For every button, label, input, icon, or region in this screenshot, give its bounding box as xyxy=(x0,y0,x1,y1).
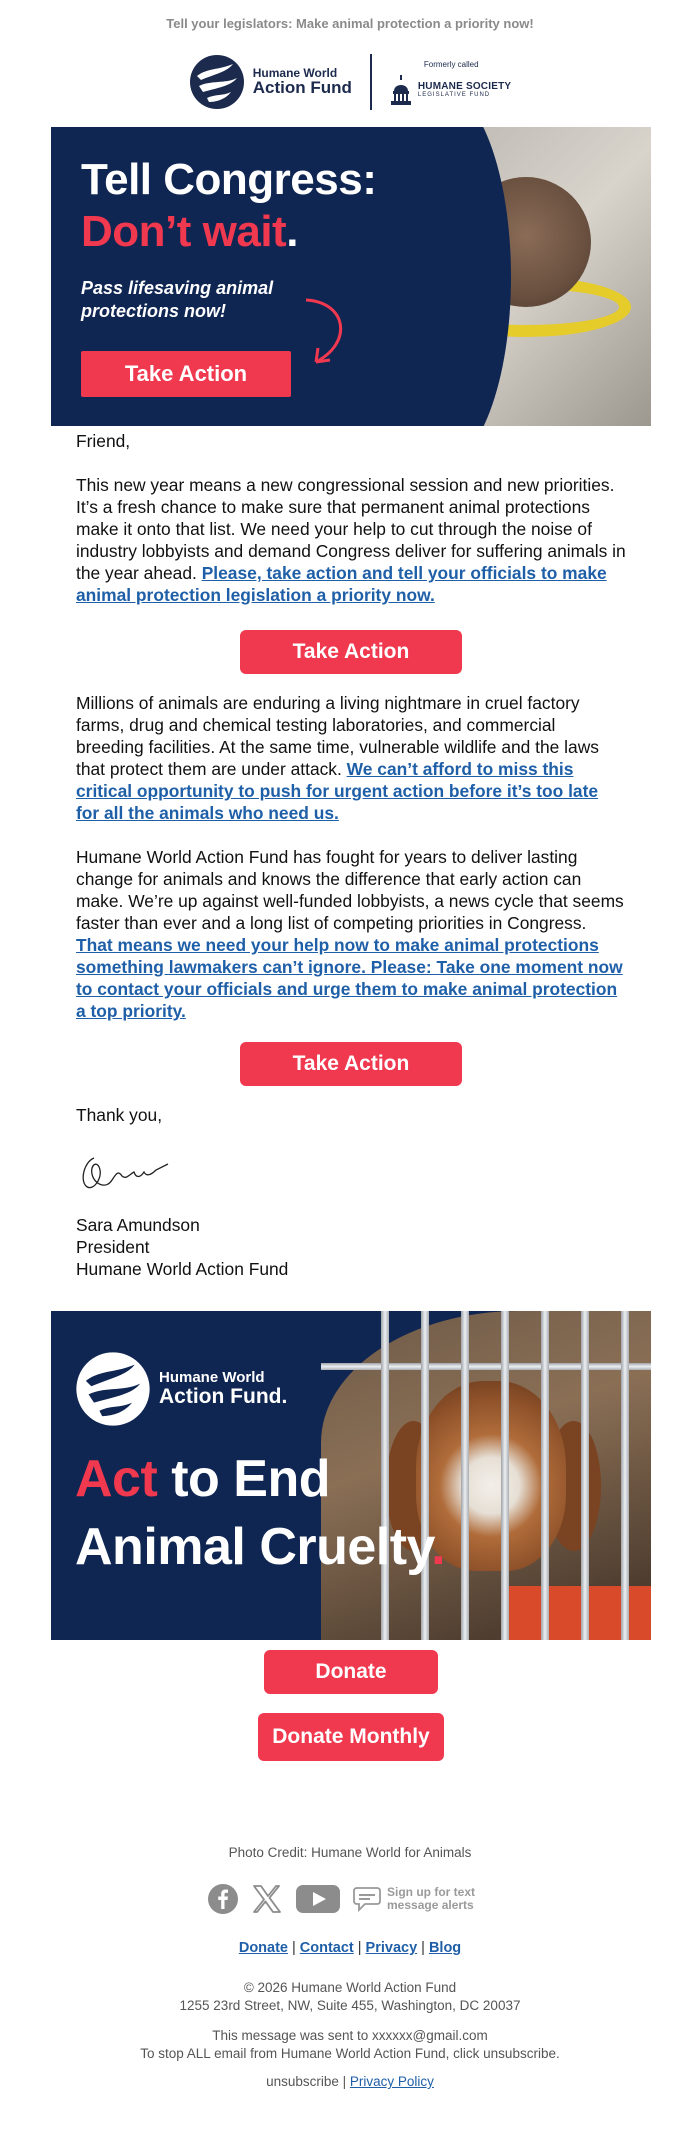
old-name: HUMANE SOCIETY xyxy=(417,81,512,92)
header-logos xyxy=(0,46,700,118)
sms-signup-link[interactable] xyxy=(353,1884,475,1914)
humane-world-logo[interactable] xyxy=(189,54,352,110)
banner-headline-line2 xyxy=(75,1517,445,1577)
paragraph-3 xyxy=(76,846,626,1022)
privacy-policy-link[interactable]: Privacy Policy xyxy=(349,2074,434,2089)
stop-all-notice: To stop ALL email from Humane World Action Fund, click unsubscribe. xyxy=(140,2046,560,2061)
link-separator: | xyxy=(338,2074,350,2089)
signer-org: Humane World Action Fund xyxy=(76,1259,289,1279)
facebook-icon[interactable] xyxy=(207,1883,239,1915)
cage-bar xyxy=(381,1311,389,1640)
banner-logo xyxy=(75,1351,287,1427)
link-separator: | xyxy=(292,1940,296,1956)
hero-title-red: Don’t wait xyxy=(81,207,287,256)
globe-animals-icon xyxy=(75,1351,151,1427)
mailing-address: 1255 23rd Street, NW, Suite 455, Washington, DC 20037 xyxy=(179,1998,521,2013)
footer-link-privacy[interactable]: Privacy xyxy=(365,1940,418,1956)
preheader-text: Tell your legislators: Make animal protection a priority now! xyxy=(166,16,534,31)
letter-body xyxy=(76,430,626,1280)
link-separator: | xyxy=(421,1940,425,1956)
hero-title-dot: . xyxy=(286,207,298,256)
act-banner[interactable] xyxy=(51,1311,651,1640)
hero-title-line2 xyxy=(81,207,298,257)
unsubscribe-link[interactable]: unsubscribe xyxy=(266,2074,339,2089)
footer-link-donate[interactable]: Donate xyxy=(238,1940,288,1956)
cage-bar xyxy=(461,1311,469,1640)
paragraph-2-text: Millions of animals are enduring a living nightmare in cruel factory farms, drug and chemical testing laboratories, and commercial breeding facilities. At the same time, vulnerable wildlife and the laws that protect them are under attack. xyxy=(76,693,599,779)
humane-world-wordmark xyxy=(253,67,352,97)
paragraph-1 xyxy=(76,474,626,606)
social-links xyxy=(207,1883,475,1915)
sent-to-notice: This message was sent to xxxxxx@gmail.com xyxy=(212,2028,488,2043)
hero-banner[interactable] xyxy=(51,127,651,426)
donate-button[interactable]: Donate xyxy=(264,1650,438,1694)
footer-link-contact[interactable]: Contact xyxy=(299,1940,354,1956)
hero-subtitle: Pass lifesaving animal protections now! xyxy=(81,278,274,322)
signature-image xyxy=(76,1140,171,1200)
cage-crossbar xyxy=(321,1363,651,1370)
footer-link-blog[interactable]: Blog xyxy=(428,1940,462,1956)
beagle-photo xyxy=(321,1311,651,1640)
banner-logo-line1: Humane World xyxy=(159,1369,265,1387)
youtube-icon[interactable] xyxy=(295,1883,341,1915)
old-name-sub: LEGISLATIVE FUND xyxy=(417,92,491,98)
banner-headline-line2-text: Animal Cruelty xyxy=(75,1518,432,1576)
banner-headline-dot: . xyxy=(431,1518,446,1576)
copyright: © 2026 Humane World Action Fund xyxy=(243,1980,457,1995)
banner-headline-white: to End xyxy=(157,1450,330,1508)
paragraph-3-link[interactable]: That means we need your help now to make animal protections something lawmakers can’t ignore. Please: Take one moment now to contact your officials and urge them to make animal protection a top priority. xyxy=(76,935,623,1021)
thanks-line: Thank you, xyxy=(76,1105,163,1125)
hero-title-line1: Tell Congress: xyxy=(81,155,377,204)
link-separator: | xyxy=(357,1940,362,1956)
paragraph-1-text: This new year means a new congressional session and new priorities. It’s a fresh chance to make sure that permanent animal protections make it onto that list. We need your help to cut through the noise of industry lobbyists and demand Congress deliver for suffering animals in the year ahead. xyxy=(76,475,626,583)
x-twitter-icon[interactable] xyxy=(251,1883,283,1915)
greeting: Friend, xyxy=(76,431,131,451)
footer-copyright-block xyxy=(0,1979,700,2015)
donate-monthly-button[interactable]: Donate Monthly xyxy=(258,1713,444,1761)
footer-unsubscribe-row xyxy=(0,2074,700,2089)
photo-credit: Photo Credit: Humane World for Animals xyxy=(228,1845,472,1860)
cage-bar xyxy=(501,1311,509,1640)
cage-bar xyxy=(581,1311,589,1640)
signer-title: President xyxy=(76,1237,150,1257)
cage-bar xyxy=(421,1311,429,1640)
paragraph-3-text: Humane World Action Fund has fought for years to deliver lasting change for animals and knows the difference that early action can make. We’re up against well-funded lobbyists, a news cycle that seems faster than ever and a long list of competing priorities in Congress. xyxy=(76,847,624,933)
cage-bar xyxy=(541,1311,549,1640)
sms-line1: Sign up for text xyxy=(387,1884,475,1899)
footer-links xyxy=(0,1940,700,1956)
curved-arrow-icon xyxy=(296,292,356,372)
chat-bubble-icon xyxy=(353,1884,383,1914)
logo-line2: Action Fund xyxy=(252,78,352,98)
globe-animals-icon xyxy=(189,54,245,110)
banner-logo-line2: Action Fund. xyxy=(159,1384,288,1408)
humane-society-logo xyxy=(390,60,511,105)
signer-name: Sara Amundson xyxy=(76,1215,200,1235)
hero-curve-shape xyxy=(391,127,511,426)
footer-sent-block xyxy=(0,2027,700,2063)
paragraph-2 xyxy=(76,692,626,824)
sms-line2: message alerts xyxy=(387,1898,474,1912)
logo-line1: Humane World xyxy=(252,65,338,80)
hero-take-action-button[interactable]: Take Action xyxy=(81,351,291,397)
banner-headline-line1 xyxy=(75,1449,330,1509)
cage-bar xyxy=(621,1311,629,1640)
logo-divider xyxy=(370,54,372,110)
formerly-called-label: Formerly called xyxy=(423,59,479,69)
capitol-dome-icon xyxy=(390,75,412,105)
paragraph-2-link[interactable]: We can’t afford to miss this critical opportunity to push for urgent action before it’s too late for all the animals who need us. xyxy=(76,759,599,823)
take-action-button-2[interactable]: Take Action xyxy=(240,1042,462,1086)
paragraph-1-link[interactable]: Please, take action and tell your officials to make animal protection legislation a priority now. xyxy=(76,563,607,605)
take-action-button-1[interactable]: Take Action xyxy=(240,630,462,674)
banner-headline-red: Act xyxy=(75,1450,158,1508)
